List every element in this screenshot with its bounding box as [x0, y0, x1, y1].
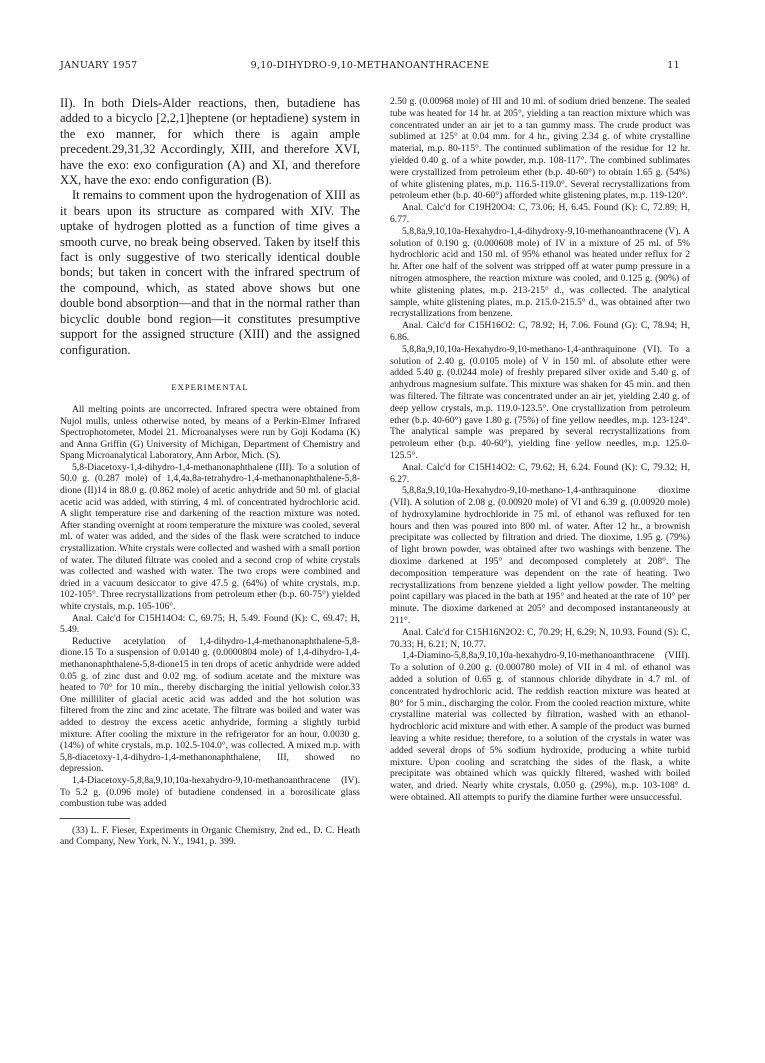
experimental-paragraph: Anal. Calc'd for C15H16N2O2: C, 70.29; H, 6.29; N, 10.93. Found (S): C, 70.33; H, 6.21; N, 10.77.: [390, 626, 690, 650]
experimental-paragraph: Anal. Calc'd for C19H20O4: C, 73.06; H, 6.45. Found (K): C, 72.89; H, 6.77.: [390, 202, 690, 225]
experimental-paragraph: Anal. Calc'd for C15H16O2: C, 78.92; H, 7.06. Found (G): C, 78.94; H, 6.86.: [390, 320, 690, 343]
experimental-paragraph: 5,8,8a,9,10,10a-Hexahydro-9,10-methano-1,4-anthraquinone dioxime (VII). A solution of 2.08 g. (0.00920 mole) of VI and 6.39 g. (0.00920 mole) of hydroxylamine hydrochloride in 75 ml. of ethanol was refluxed for ten hours and then was poured into 800 ml. of water. After 12 hr., a brownish precipitate was collected by filtration and dried. The dioxime, 1.95 g. (79%) of light brown powder, was obtained after two washings with benzene. The dioxime darkened at 195° and decomposed completely at 208°. The decomposition temperature was dependent on the rate of heating. Two recrystallizations from benzene yielded a light yellow powder. The melting point capillary was placed in the bath at 195° and heated at the rate of 10° per minute. The dioxime darkened at 205° and decomposed instantaneously at 211°.: [390, 485, 690, 627]
page-number: 11: [667, 60, 680, 71]
experimental-paragraph: 5,8-Diacetoxy-1,4-dihydro-1,4-methanonaphthalene (III). To a solution of 50.0 g. (0.287 mole) of 1,4,4a,8a-tetrahydro-1,4-methanonaphthalene-5,8-dione (II)14 in 88.0 g. (0.862 mole) of acetic anhydride and 50 ml. of glacial acetic acid was added, with stirring, 4 ml. of concentrated hydrochloric acid. A slight temperature rise and darkening of the reaction mixture was noted. After standing overnight at room temperature the mixture was cooled, several ml. of water was added, and the sides of the flask were scratched to induce crystallization. White crystals were collected and washed with a small portion of water. The diluted filtrate was cooled and a second crop of white crystals was collected and washed with water. The two crops were combined and dried in a vacuum desiccator to give 47.5 g. (64%) of white crystals, m.p. 102-105°. Three recrystallizations from petroleum ether (b.p. 60-75°) yielded white crystals, m.p. 105-106°.: [60, 461, 360, 612]
experimental-paragraph: 1,4-Diacetoxy-5,8,8a,9,10,10a-hexahydro-9,10-methanoanthracene (IV). To 5.2 g. (0.096 mole) of butadiene condensed in a borosilicate glass combustion tube was added: [60, 774, 360, 810]
experimental-paragraph: Anal. Calc'd for C15H14O4: C, 69.75; H, 5.49. Found (K): C, 69.47; H, 5.49.: [60, 612, 360, 636]
footnote-divider: [60, 818, 130, 819]
experimental-paragraph: 5,8,8a,9,10,10a-Hexahydro-9,10-methano-1,4-anthraquinone (VI). To a solution of 2.40 g. (0.0105 mole) of V in 150 ml. of absolute ether were added 5.40 g. (0.0244 mole) of freshly prepared silver oxide and 5.40 g. of anhydrous magnesium sulfate. This mixture was shaken for 45 min. and then was filtered. The filtrate was concentrated under an air jet, yielding 2.40 g. of deep yellow crystals, m.p. 119.0-123.5°. One crystallization from petroleum ether (b.p. 40-60°) gave 1.80 g. (75%) of fine yellow needles, m.p. 123-124°. The analytical sample was prepared by several recrystallizations from petroleum ether (b.p. 40-60°), yielding fine yellow needles, m.p. 125.0-125.5°.: [390, 343, 690, 461]
discussion-paragraph: It remains to comment upon the hydrogenation of XIII as it bears upon its structure as compared with XIV. The uptake of hydrogen plotted as a function of time gives a smooth curve, no break being observed. Taken by itself this fact is only suggestive of two sterically identical double bonds; but taken in concert with the infrared spectrum of the compound, which, as stated above shows but one double bond absorption—and that in the normal rather than bicyclic double bond region—it constitutes presumptive support for the assigned structure (XIII) and the assigned configuration.: [60, 188, 360, 357]
discussion-text: [60, 96, 360, 358]
experimental-paragraph: All melting points are uncorrected. Infrared spectra were obtained from Nujol mulls, unless otherwise noted, by means of a Perkin-Elmer Infrared Spectrophotometer, Model 21. Microanalyses were run by Goji Kodama (K) and Anna Griffin (G) University of Michigan, Department of Chemistry and Spang Microanalytical Laboratory, Ann Arbor, Mich. (S).: [60, 403, 360, 462]
experimental-paragraph: 1,4-Diamino-5,8,8a,9,10,10a-hexahydro-9,10-methanoanthracene (VIII). To a solution of 0.200 g. (0.000780 mole) of VII in 4 ml. of ethanol was added a solution of 0.65 g. of stannous chloride dihydrate in 4.7 ml. of concentrated hydrochloric acid. The reddish reaction mixture was heated at 80° for 5 min., discharging the color. From the cooled reaction mixture, white crystalline material was collected by filtration, washed with an ethanol-hydrochloric acid mixture and with ether. A sample of the product was burned leaving a white residue; therefore, to a solution of the crystals in water was added several drops of 5% sodium hydroxide, producing a white turbid mixture. Upon cooling and scratching the sides of the flask, a white precipitate was obtained which was quickly filtered, washed with boiled water, and dried. Nearly white crystals, 0.050 g. (29%), m.p. 103-108° d. were obtained. All attempts to purify the diamine further were unsuccessful.: [390, 650, 690, 804]
header-title: 9,10-DIHYDRO-9,10-METHANOANTHRACENE: [250, 60, 490, 71]
section-heading-experimental: EXPERIMENTAL: [171, 381, 249, 392]
footnote: (33) L. F. Fieser, Experiments in Organic Chemistry, 2nd ed., D. C. Heath and Company, New York, N. Y., 1941, p. 399.: [60, 824, 360, 848]
experimental-paragraph: Reductive acetylation of 1,4-dihydro-1,4-methanonaphthalene-5,8-dione.15 To a suspension of 0.0140 g. (0.0000804 mole) of 1,4-dihydro-1,4-methanonaphthalene-5,8-dione15 in ten drops of acetic anhydride were added 0.05 g. of zinc dust and 0.02 mg. of sodium acetate and the mixture was heated to 70° for 10 min., thereby discharging the initial yellowish color.33 One milliliter of glacial acetic acid was added and the hot solution was filtered from the zinc and zinc acetate. The filtrate was boiled and water was added to destroy the excess acetic anhydride, forming a slightly turbid mixture. After cooling the mixture in the refrigerator for an hour, 0.0030 g. (14%) of white crystals, m.p. 102.5-104.0°, was collected. A mixed m.p. with 5,8-diacetoxy-1,4-dihydro-1,4-methanonaphthalene, III, showed no depression.: [60, 635, 360, 775]
experimental-text: [60, 404, 360, 810]
experimental-paragraph: 2.50 g. (0.00968 mole) of III and 10 ml. of sodium dried benzene. The sealed tube was heated for 14 hr. at 205°, yielding a tan reaction mixture which was concentrated under an air jet to a tan gummy mass. The crude product was sublimed at 125° at 0.04 mm. for 4 hr., giving 2.34 g. of white crystalline material, m.p. 80-115°. The continued sublimation of the residue for 12 hr. yielded 0.40 g. of a white powder, m.p. 108-117°. The combined sublimates were crystallized from petroleum ether (b.p. 40-60°) to obtain 1.65 g. (54%) of white glistening plates, m.p. 116.5-119.0°. Several recrystallizations from petroleum ether (b.p. 40-60°) afforded white glistening plates, m.p. 119-120°.: [390, 96, 690, 202]
running-header: [60, 60, 680, 74]
left-column: [60, 96, 360, 848]
header-date: JANUARY 1957: [60, 60, 138, 71]
right-column: [390, 96, 690, 804]
experimental-paragraph: 5,8,8a,9,10,10a-Hexahydro-1,4-dihydroxy-9,10-methanoanthracene (V). A solution of 0.190 g. (0.000608 mole) of IV in a mixture of 25 ml. of 5% hydrochloric acid and 150 ml. of 95% ethanol was heated under reflux for 2 hr. After one half of the solvent was stripped off at water pump pressure in a nitrogen atmosphere, the reaction mixture was cooled, and 0.125 g. (90%) of white glistening plates, m.p. 213-215° d., was collected. The analytical sample, white glistening plates, m.p. 215.0-215.5° d., was obtained after two recrystallizations from benzene.: [390, 225, 690, 320]
experimental-paragraph: Anal. Calc'd for C15H14O2: C, 79.62; H, 6.24. Found (K): C, 79.32; H, 6.27.: [390, 461, 690, 485]
discussion-paragraph: II). In both Diels-Alder reactions, then, butadiene has added to a bicyclo [2,2,1]heptene (or heptadiene) system in the exo manner, for which there is again ample precedent.29,31,32 Accordingly, XIII, and therefore XVI, have the exo: exo configuration (A) and XI, and therefore XX, have the exo: endo configuration (B).: [60, 96, 360, 188]
